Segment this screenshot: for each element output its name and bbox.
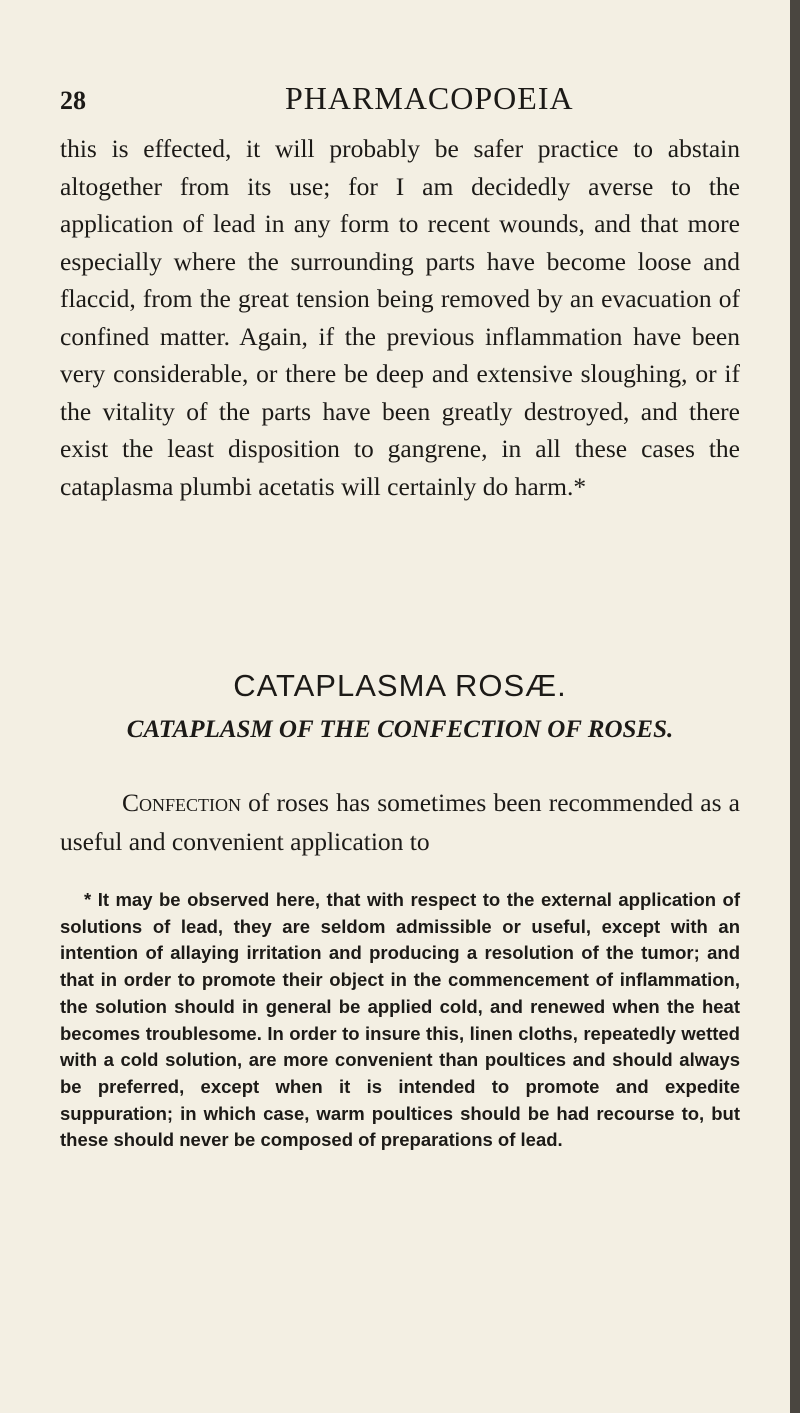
body-paragraph — [60, 130, 740, 505]
page-edge — [790, 0, 800, 1413]
paragraph-text: this is effected, it will probably be safer practice to abstain altogether from its use; for I am decidedly averse to the application of lead in any form to recent wounds, and that more especially where the surrounding parts have become loose and flaccid, from the great tension being removed by an evacuation of confined matter. Again, if the previous inflammation have been very considerable, or there be deep and extensive sloughing, or if the vitality of the parts have been greatly destroyed, and there exist the least disposition to gangrene, in all these cases the cataplasma plumbi acetatis will certainly do harm.* — [60, 134, 740, 501]
section-title: CATAPLASMA ROSÆ. — [233, 668, 567, 703]
paragraph-lead-word: Confection — [122, 788, 242, 817]
footnote: * It may be observed here, that with respect to the external application of solutions of lead, they are seldom admissible or useful, except with an intention of allaying irritation and producing a resolution of the tumor; and that in order to promote their object in the commencement of inflammation, the solution should in general be applied cold, and renewed when the heat becomes troublesome. In order to insure this, linen cloths, repeatedly wetted with a cold solution, are more convenient than poultices and should always be preferred, except when it is intended to promote and expedite suppuration; in which case, warm poultices should be had recourse to, but these should never be composed of preparations of lead. — [60, 889, 740, 1151]
section-subtitle: CATAPLASM OF THE CONFECTION OF ROSES. — [126, 716, 674, 743]
running-head: PHARMACOPOEIA — [285, 80, 574, 116]
paragraph-rest: of roses has sometimes been recommended as a useful and convenient application to — [60, 788, 740, 856]
page-number: 28 — [60, 86, 86, 115]
page-header — [60, 80, 740, 120]
section-paragraph — [60, 783, 740, 861]
